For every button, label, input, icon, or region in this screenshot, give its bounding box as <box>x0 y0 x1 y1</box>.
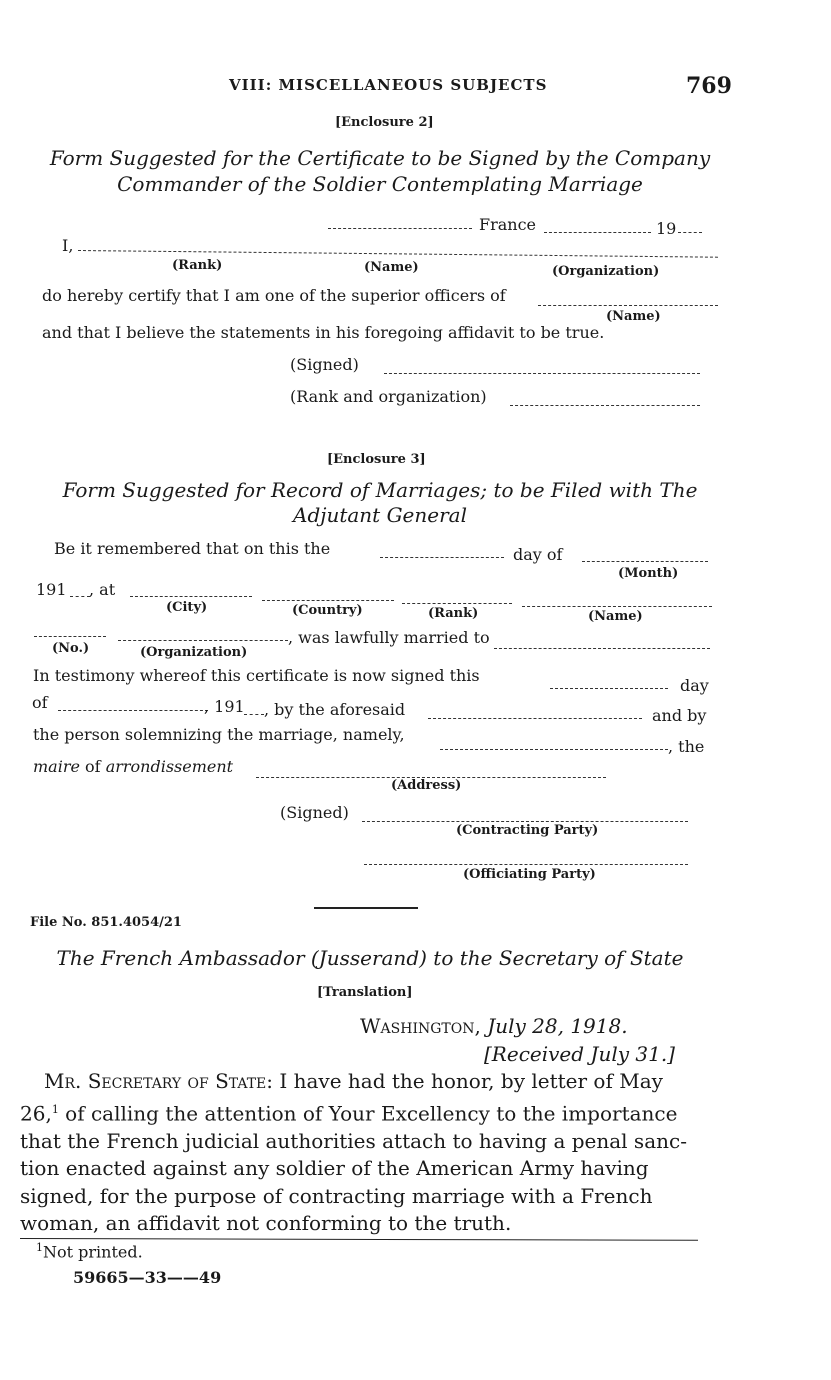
letter-line-5: signed, for the purpose of contracting marriage with a French <box>20 1183 653 1208</box>
blank-testimony-day <box>550 688 668 689</box>
caption-month: (Month) <box>618 566 679 581</box>
certify-line: do hereby certify that I am one of the superior officers of <box>42 286 506 305</box>
caption-city: (City) <box>166 600 208 615</box>
footnote-ref: 1 <box>51 1102 59 1116</box>
blank-name <box>522 606 712 607</box>
heading-pre: The French Ambassador ( <box>56 946 319 970</box>
letter-line-4: tion enacted against any soldier of the American Army having <box>20 1156 649 1181</box>
blank-year-digit-2 <box>244 714 264 715</box>
letter-paragraph <box>20 1068 702 1238</box>
section-divider <box>314 907 418 909</box>
blank-certify-name <box>538 305 718 306</box>
of-word-2: of <box>85 757 101 776</box>
caption-no: (No.) <box>52 641 90 656</box>
caption-country: (Country) <box>292 603 363 618</box>
year-prefix: 19 <box>656 219 677 238</box>
blank-year-digit <box>70 596 90 597</box>
caption-contracting: (Contracting Party) <box>456 823 599 838</box>
translation-label: [Translation] <box>317 985 413 1000</box>
day-word: day <box>680 676 709 695</box>
signed-label-3: (Signed) <box>280 803 349 822</box>
blank-contracting <box>362 821 688 822</box>
maire-line <box>33 757 233 776</box>
blank-no <box>34 636 106 637</box>
letter-heading <box>20 946 720 970</box>
caption-name-2: (Name) <box>606 309 661 324</box>
and-by: and by <box>652 706 707 725</box>
blank-officiating <box>364 864 688 865</box>
salutation: Mr. Secretary of State: <box>44 1069 273 1093</box>
blank-spouse <box>494 648 710 649</box>
blank-organization <box>118 640 288 641</box>
letter-line-6: woman, an affidavit not conforming to the truth. <box>20 1211 512 1236</box>
enclosure-3-title-line1: Form Suggested for Record of Marriages; to be Filed with The <box>62 478 698 502</box>
enclosure-2-label: [Enclosure 2] <box>335 115 434 130</box>
caption-address: (Address) <box>391 778 462 793</box>
believe-line: and that I believe the statements in his foregoing affidavit to be true. <box>42 323 605 342</box>
be-it-remembered: Be it remembered that on this the <box>54 539 331 558</box>
file-number: File No. 851.4054/21 <box>30 915 182 930</box>
letter-line-1 <box>20 1068 702 1096</box>
received-date: [Received July 31.] <box>484 1042 675 1066</box>
the-word: , the <box>668 737 705 756</box>
line2-num: 26, <box>20 1101 52 1126</box>
heading-post: ) to the Secretary of State <box>419 946 684 970</box>
person-solemnizing: the person solemnizing the marriage, namely, <box>33 725 405 744</box>
heading-name: Jusserand <box>318 946 420 970</box>
blank-aforesaid <box>428 718 642 719</box>
caption-organization-3: (Organization) <box>140 645 248 660</box>
married-to: , was lawfully married to <box>288 628 490 647</box>
signed-label: (Signed) <box>290 355 359 374</box>
blank-date <box>544 232 651 233</box>
letter-line-3: that the French judicial authorities attach to having a penal sanc- <box>20 1128 687 1153</box>
letter-line-1-text: I have had the honor, by letter of May <box>279 1069 663 1093</box>
footnote-text: Not printed. <box>43 1242 143 1262</box>
testimony-line: In testimony whereof this certificate is now signed this <box>33 666 480 685</box>
blank-rank <box>402 603 512 604</box>
enclosure-2-title-line2: Commander of the Soldier Contemplating Marriage <box>117 172 643 196</box>
blank-signed <box>384 373 700 374</box>
caption-name-3: (Name) <box>588 609 643 624</box>
blank-solemnizer <box>440 749 668 750</box>
enclosure-3-title-line2: Adjutant General <box>293 503 467 527</box>
enclosure-2-title-line1: Form Suggested for the Certificate to be Signed by the Company <box>49 146 711 170</box>
blank-place <box>328 228 472 229</box>
i-word: I, <box>62 236 74 255</box>
blank-month <box>582 561 708 562</box>
blank-country <box>262 600 394 601</box>
page-number: 769 <box>686 73 732 99</box>
year-191: 191 <box>36 580 67 599</box>
caption-rank-3: (Rank) <box>428 606 479 621</box>
blank-city <box>130 596 252 597</box>
running-title: VIII: MISCELLANEOUS SUBJECTS <box>229 76 548 94</box>
arrondissement-word: arrondissement <box>105 757 234 776</box>
place-word: France <box>479 215 537 234</box>
caption-officiating: (Officiating Party) <box>463 867 596 882</box>
dateline-place: Washington, <box>360 1014 481 1038</box>
day-of: day of <box>513 545 563 564</box>
blank-day <box>380 557 504 558</box>
of-word: of <box>32 693 48 712</box>
blank-testimony-month <box>58 710 208 711</box>
dateline-date: July 28, 1918. <box>487 1014 628 1038</box>
caption-organization: (Organization) <box>552 264 660 279</box>
line2-rest: of calling the attention of Your Excellency to the importance <box>65 1101 678 1126</box>
footnote-mark: 1 <box>36 1241 43 1254</box>
enclosure-3-label: [Enclosure 3] <box>327 452 426 467</box>
maire-word: maire <box>33 757 80 776</box>
blank-year <box>678 232 702 233</box>
footnote <box>36 1241 143 1261</box>
at-word: , at <box>89 580 116 599</box>
blank-rank-name-org <box>78 250 718 258</box>
year-191-2: , 191 <box>204 697 245 716</box>
blank-rank-org <box>510 405 700 406</box>
dateline <box>360 1014 628 1038</box>
caption-rank: (Rank) <box>172 258 223 273</box>
caption-name: (Name) <box>364 260 419 275</box>
rank-org-label: (Rank and organization) <box>290 387 487 406</box>
print-code: 59665—33——49 <box>73 1268 222 1287</box>
by-the-aforesaid: , by the aforesaid <box>264 700 406 719</box>
letter-line-2 <box>20 1096 702 1128</box>
